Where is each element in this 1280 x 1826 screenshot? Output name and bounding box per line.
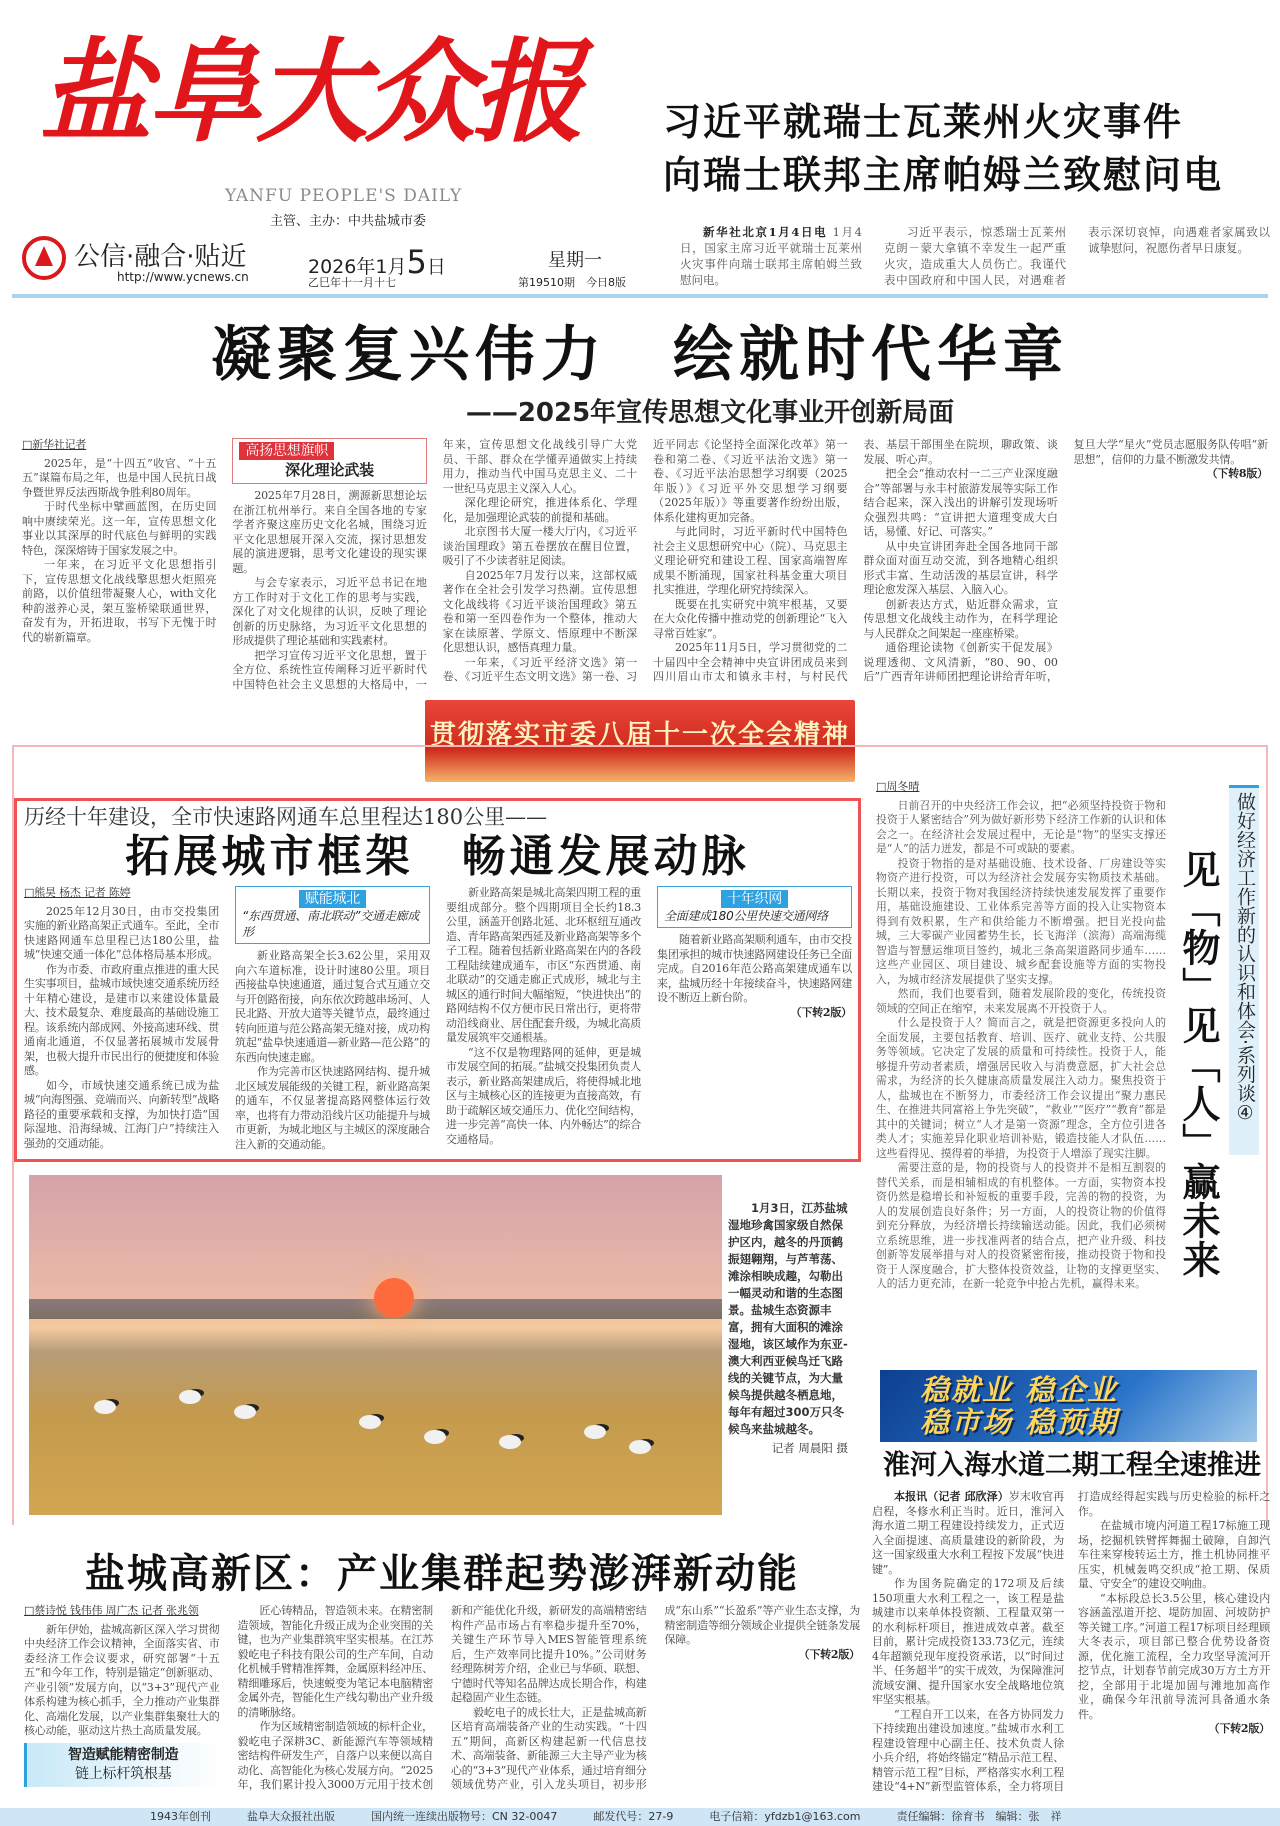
crane — [629, 1440, 651, 1454]
plenary-banner: 贯彻落实市委八届十一次全会精神 — [425, 700, 855, 782]
road-headline[interactable]: 拓展城市框架 畅通发展动脉 — [125, 831, 750, 882]
issue-date: 2026年1月5日 — [308, 243, 446, 281]
byline: □周冬晴 — [876, 780, 920, 793]
headline-line: 向瑞士联邦主席帕姆兰致慰问电 — [663, 153, 1224, 197]
section-label: 高扬思想旗帜 深化理论武装 — [232, 438, 426, 484]
masthead-logo: 盐阜大众报 — [40, 27, 580, 158]
slogan: 公信·融合·贴近 — [74, 242, 247, 272]
headline-line: 习近平就瑞士瓦莱州火灾事件 — [663, 100, 1184, 144]
byline: □熊昊 杨杰 记者 陈婷 — [24, 886, 131, 899]
continued-note: （下转2版） — [798, 1647, 860, 1661]
commentary-headline[interactable]: 见「物」见「人」赢未来 — [1176, 850, 1220, 1279]
stability-banner: 稳就业 稳企业 稳市场 稳预期 — [880, 1370, 1257, 1442]
crane-wetland-photo — [29, 1175, 722, 1515]
huaihe-headline[interactable]: 淮河入海水道二期工程全速推进 — [883, 1450, 1261, 1481]
sponsor: 主管、主办：中共盐城市委 — [270, 214, 427, 229]
lead-subheadline: ——2025年宣传思想文化事业开创新局面 — [465, 398, 955, 428]
section-label: 赋能城北 “东西贯通、南北联动”交通走廊成形 — [235, 886, 430, 944]
website-link[interactable]: http://www.ycnews.cn — [117, 270, 249, 284]
lead-headline[interactable]: 凝聚复兴伟力 绘就时代华章 — [211, 320, 1069, 390]
hitech-headline[interactable]: 盐城高新区：产业集群起势澎湃新动能 — [85, 1550, 799, 1597]
continued-note: （下转2版） — [790, 1005, 852, 1019]
hitech-body: □蔡诗悦 钱伟伟 周广杰 记者 张兆领 新年伊始，盐城高新区深入学习贯彻中央经济工作会议精神，全面落实省、市委经济工作会议要求，研究部署“十五五”和今年工作，特别是锚定“创新驱动、产业引领”发展方向，以“3+3”现代产业体系构建为核心抓手，全力推动产业集群化、高端化发展，以产业集群集聚壮大的核心动能，驱动这片热土高质量发展。 智造赋能精密制造 链上标杆筑根基 匠心铸精品，智造领未来。在精密制造领域，智能化升级正成为企业突围的关键，也为产业集群筑牢坚实根基。在江苏毅屹电子科技有限公司的生产车间，自动化机械手臂精准挥舞，金属原料经冲压、精细雕琢后，快速蜕变为笔记本电脑精密金属外壳，智能化生产线勾勒出产业升级的清晰脉络。 作为区域精密制造领域的标杆企业，毅屹电子深耕3C、新能源汽车等领域精密结构件研发生产，自落户以来便以高自动化、高智能化为核心发展方向。“2025年，我们累计投入3000万元用于技术创新和产能优化升级，新研发的高端精密结构件产品市场占有率稳步提升至70%，关键生产环节导入MES智能管理系统后，生产效率同比提升10%。”公司财务经理陈树芳介绍，企业已与华硕、联想、宁德时代等知名品牌达成长期合作，构建起稳固产业生态链。 毅屹电子的成长壮大，正是盐城高新区培育高端装备产业的生动实践。“十四五”期间，高新区构建起新一代信息技术、高端装备、新能源三大主导产业为核心的“3+3”现代产业体系，通过培育细分领域优势产业，引入龙头项目，初步形成“东山系”“长盈系”等产业生态支撑，为精密制造等细分领域企业提供全链条发展保障。 （下转2版） — [24, 1604, 860, 1791]
masthead-english: YANFU PEOPLE'S DAILY — [225, 186, 463, 206]
top-news-headline[interactable] — [663, 96, 1273, 202]
lead-article-body: □新华社记者 2025年，是“十四五”收官、“十五五”谋篇布局之年，也是中国人民抗日战争暨世界反法西斯战争胜利80周年。 于时代坐标中擘画蓝图，在历史回响中赓续荣光。这一年，宣传思想文化事业以其深厚的时代底色与鲜明的实践特色，深深熔铸于国家发展之中。 一年来，在习近平文化思想指引下，宣传思想文化战线擎思想火炬照亮前路，以价值纽带凝聚人心，with文化种韵滋养心灵，架互鉴桥梁联通世界，奋发有为，开拓进取，书写下无愧于时代的崭新篇章。 高扬思想旗帜 深化理论武装 2025年7月28日，溯源新思想论坛在浙江杭州举行。来自全国各地的专家学者齐聚这座历史文化名城，围绕习近平文化思想展开深入交流，探讨思想发展的演进逻辑，思考文化建设的现实课题。 与会专家表示，习近平总书记在地方工作时对于文化工作的思考与实践，深化了对文化规律的认识，反映了理论创新的历史脉络，为习近平文化思想的形成提供了理论基础和实践素材。 把学习宣传习近平文化思想，置于全方位、系统性宣传阐释习近平新时代中国特色社会主义思想的大格局中，一年来，宣传思想文化战线引导广大党员、干部、群众在学懂弄通做实上持续用力，推动当代中国马克思主义、二十一世纪马克思主义深入人心。 深化理论研究，推进体系化、学理化，是加强理论武装的前提和基础。 北京图书大厦一楼大厅内，《习近平谈治国理政》第五卷摆放在醒目位置，吸引了不少读者驻足阅读。 自2025年7月发行以来，这部权威著作在全社会引发学习热潮。宣传思想文化战线将《习近平谈治国理政》第五卷和第一至四卷作为一个整体，推动大家在读原著、学原文、悟原理中不断深化思想认识，感悟真理力量。 一年来，《习近平经济文选》第一卷、《习近平生态文明文选》第一卷、习近平同志《论坚持全面深化改革》第一卷和第二卷、《习近平法治文选》第一卷、《习近平法治思想学习纲要（2025年版）》《习近平外交思想学习纲要（2025年版）》等重要著作纷纷出版，体系化建构更加完备。 与此同时，习近平新时代中国特色社会主义思想研究中心（院）、马克思主义理论研究和建设工程、国家高端智库成果不断涌现，国家社科基金重大项目扎实推进，学理化研究持续深入。 既要在扎实研究中筑牢根基，又要在大众化传播中推动党的创新理论“飞入寻常百姓家”。 2025年11月5日，学习贯彻党的二十届四中全会精神中央宣讲团成员来到四川眉山市太和镇永丰村，与村民代表、基层干部围坐在院坝，聊政策、谈发展、听心声。 把全会“推动农村一二三产业深度融合”等部署与永丰村旅游发展等实际工作结合起来，深入浅出的讲解引发现场听众强烈共鸣：“宣讲把大道理变成大白话，易懂、好记、可落实。” 从中央宣讲团奔赴全国各地同干部群众面对面互动交流，到各地精心组织形式丰富、生动活泼的基层宣讲，科学理论愈发深入基层、入脑入心。 创新表达方式，贴近群众需求，宣传思想文化战线主动作为，在科学理论与人民群众之间架起一座座桥梁。 通俗理论读物《创新实干促发展》说理透彻、文风清新，“80、90、00后”广西青年讲师团把理论讲给青年听，复旦大学“星火”党员志愿服务队传唱“新思想”，信仰的力量不断激发共情。 （下转8版） — [22, 438, 1268, 691]
crane — [179, 1390, 201, 1404]
photo-caption: 1月3日，江苏盐城湿地珍禽国家级自然保护区内，越冬的丹顶鹤振翅翱翔，与芦苇荡、滩涂相映成趣，勾勒出一幅灵动和谐的生态图景。盐城生态资源丰富，拥有大面积的滩涂湿地，该区域作为东亚-澳大利西亚候鸟迁飞路线的关键节点，为大量候鸟提供越冬栖息地，每年有超过300万只冬候鸟来盐城越冬。 记者 周晨阳 摄 — [728, 1201, 848, 1455]
road-kicker: 历经十年建设，全市快速路网通车总里程达180公里—— — [24, 805, 548, 829]
crane — [424, 1430, 446, 1444]
commentary-body: □周冬晴 日前召开的中央经济工作会议，把“必须坚持投资于物和投资于人紧密结合”列为做好新形势下经济工作新的认识和体会之一。在经济社会发展过程中，无论是“物”的坚实支撑还是“人”的活力迸发，都是不可或缺的要素。 投资于物指的是对基础设施、技术设备、厂房建设等实物资产进行投资，可以为经济社会发展夯实物质技术基础。长期以来，投资于物对我国经济持续快速发展发挥了重要作用，基础设施建设、工业体系完善等方面的投入让实物资本得到有效积累，生产和供给能力不断增强。把目光投向盐城，三大零碳产业园蓄势生长，长飞海洋（滨海）高端海缆智造与智慧运维项目签约，城北三条高架道路同步通车……这些产业园区、项目建设、城乡配套设施等方面的实物投入，为城市经济发展提供了坚实支撑。 然而，我们也要看到，随着发展阶段的变化，传统投资领域的空间正在缩窄，未来发展离不开投资于人。 什么是投资于人？简而言之，就是把资源更多投向人的全面发展，主要包括教育、培训、医疗、就业支持、公共服务等领域。它决定了发展的质量和可持续性。投资于人，能够提升劳动者素质，增强居民收入与消费意愿，扩大社会总需求，为经济的长久健康高质量发展注入动力。聚焦投资于人，盐城也在不断努力，市委经济工作会议提出“聚力惠民生、在推进共同富裕上争先突破”，“救业”“医疗”“教育”都是其中的关键词；树立“人才是第一资源”理念，全方位引进各类人才；实施差异化职业培训补贴，锻造技能人才队伍……这些看得见、摸得着的举措，为投资于人增添了现实注脚。 需要注意的是，物的投资与人的投资并不是相互割裂的替代关系，而是相辅相成的有机整体。一方面，实物资本投资仍然是稳增长和补短板的重要手段，完善的物的投资，为人的发展创造良好条件；另一方面，人的投资让物的价值得到充分释放，为经济增长持续输送动能。因此，我们必须树立系统思维，进一步找准两者的结合点，把产业升级、科技创新等发展举措与对人的投资紧密衔接，推动投资于物和投资于人深度融合，扩大整体投资效益，让物的支撑更坚实、人的活力更充沛，在新一轮竞争中抢占先机，赢得未来。 — [876, 780, 1166, 1290]
issue-number: 第19510期 今日8版 — [518, 276, 626, 289]
section-label: 智造赋能精密制造 链上标杆筑根基 — [24, 1743, 220, 1787]
crane — [499, 1435, 521, 1449]
divider — [12, 294, 1268, 298]
crane — [359, 1415, 381, 1429]
huaihe-body: 本报讯（记者 邱欣泽）岁末收官再启程，冬修水利正当时。近日，淮河入海水道二期工程建设持续发力，正式迈入全面提速、高质量建设的新阶段，为这一国家级重大水利工程按下发展“快进键”。 作为国务院确定的172项及后续150项重大水利工程之一，该工程是盐城建市以来单体投资额、工程量双第一的水利标杆项目，推进成效卓著。截至目前，累计完成投资133.73亿元，连续4年超额兑现年度投资承诺，以“时间过半、任务超半”的实干成效，为保障淮河流域安澜、提升国家水安全战略地位筑牢坚实根基。 “工程自开工以来，在各方协同发力下持续跑出建设加速度。”盐城市水利工程建设管理中心副主任、技术负责人徐小兵介绍，将始终锚定“精品示范工程、精管示范工程”目标，严格落实水利工程建设“4+N”新型监管体系，全力将项目打造成经得起实践与历史检验的标杆之作。 在盐城市境内河道工程17标施工现场，挖掘机铁臂挥舞掘土破障，自卸汽车往来穿梭转运土方，推土机协同推平压实，机械轰鸣交织成“抢工期、保质量、守安全”的建设交响曲。 “本标段总长3.5公里，核心建设内容涵盖泓道开挖、堤防加固、河坡防护等关键工序。”河道工程17标项目经理顾大冬表示，项目部已整合优势设备资源，优化施工流程，全力攻坚导流河开挖节点，计划春节前完成30万方土方开挖，全部用于北堤加固与滩地加高作业，确保今年汛前导流河具备通水条件。 （下转2版） — [872, 1490, 1270, 1793]
crane — [234, 1405, 256, 1419]
newspaper-emblem-icon — [22, 236, 66, 280]
sun — [374, 1278, 414, 1318]
byline: □蔡诗悦 钱伟伟 周广杰 记者 张兆领 — [24, 1604, 199, 1617]
road-article-body: □熊昊 杨杰 记者 陈婷 2025年12月30日，由市交投集团实施的新业路高架正式通车。至此，全市快速路网通车总里程已达180公里，盐城“快速交通一体化”总体格局基本形成。 作为市委、市政府重点推进的重大民生实事项目，盐城市域快速交通系统历经十年精心建设，是建市以来建设体量最大、技术最复杂、难度最高的基础设施工程。该系统内部成网、外接高速环线、贯通南北通道，不仅显著拓展城市发展骨架，也极大提升市民出行的便捷度和体验感。 如今，市域快速交通系统已成为盐城“向海图强、竞端而兴、向新转型”战略路径的重要承载和支撑，为加快打造“国际湿地、沿海绿城、江海门户”持续注入强劲的交通动能。 赋能城北 “东西贯通、南北联动”交通走廊成形 新业路高架全长3.62公里，采用双向六车道标准，设计时速80公里。项目西接盐阜快速通道，通过复合式互通立交与开创路衔接，向东依次跨越串场河、人民北路、开放大道等关键节点，最终通过转向匝道与范公路高架无缝对接，成功构筑起“盐阜快速通道—新业路—范公路”的东西向快速走廊。 作为完善市区快速路网结构、提升城北区域发展能级的关键工程，新业路高架的通车，不仅显著提高路网整体运行效率，也将有力带动沿线片区功能提升与城市更新，为城北地区与主城区的深度融合注入新的交通动能。 新业路高架是城北高架四期工程的重要组成部分。整个四期项目全长约18.3公里，涵盖开创路北延、北环枢纽互通改造、青年路高架西延及新业路高架等多个子工程。随着包括新业路高架在内的各段工程陆续建成通车，市区“东西贯通、南北联动”的交通走廊正式成形，城北与主城区的通行时间大幅缩短，“快进快出”的路网结构不仅方便市民日常出行，更将带动沿线商业、居住配套升级，为城北高质量发展筑牢交通根基。 “这不仅是物理路网的延伸，更是城市发展空间的拓展。”盐城交投集团负责人表示，新业路高架建成后，将使得城北地区与主城核心区的连接更为直接高效，有助于疏解区域交通压力、优化空间结构，进一步完善“高快一体、内外畅达”的综合交通格局。 十年织网 全面建成180公里快速交通网络 随着新业路高架顺利通车，由市交投集团承担的城市快速路网建设任务已全面完成。自2016年范公路高架建成通车以来，盐城历经十年接续奋斗，快速路网建设不断迈上新台阶。 （下转2版） — [24, 886, 852, 1151]
continued-note: （下转2版） — [1208, 1722, 1270, 1735]
crane — [584, 1425, 606, 1439]
crane — [94, 1400, 116, 1414]
footer: 1943年创刊 盐阜大众报社出版 国内统一连续出版物号：CN 32-0047 邮发代号：27-9 电子信箱：yfdzb1@163.com 责任编辑：徐育书 编辑：张 祥 — [0, 1808, 1280, 1826]
weekday: 星期一 — [548, 250, 602, 271]
series-tag: 做好经济工作新的认识和体会·系列谈④ — [1229, 785, 1259, 1155]
top-news-body: 新华社北京1月4日电 1月4日，国家主席习近平就瑞士瓦莱州火灾事件向瑞士联邦主席帕姆兰致慰问电。 习近平表示，惊悉瑞士瓦莱州克朗－蒙大拿镇不幸发生一起严重火灾，造成重大人员伤亡。我谨代表中国政府和中国人民，对遇难者表示深切哀悼，向遇难者家属致以诚挚慰问，祝愿伤者早日康复。 — [680, 225, 1270, 287]
section-label: 十年织网 全面建成180公里快速交通网络 — [657, 886, 852, 928]
byline: □新华社记者 — [22, 438, 87, 451]
continued-note: （下转8版） — [1206, 467, 1268, 480]
lunar-date: 乙巳年十一月十七 — [308, 276, 396, 289]
